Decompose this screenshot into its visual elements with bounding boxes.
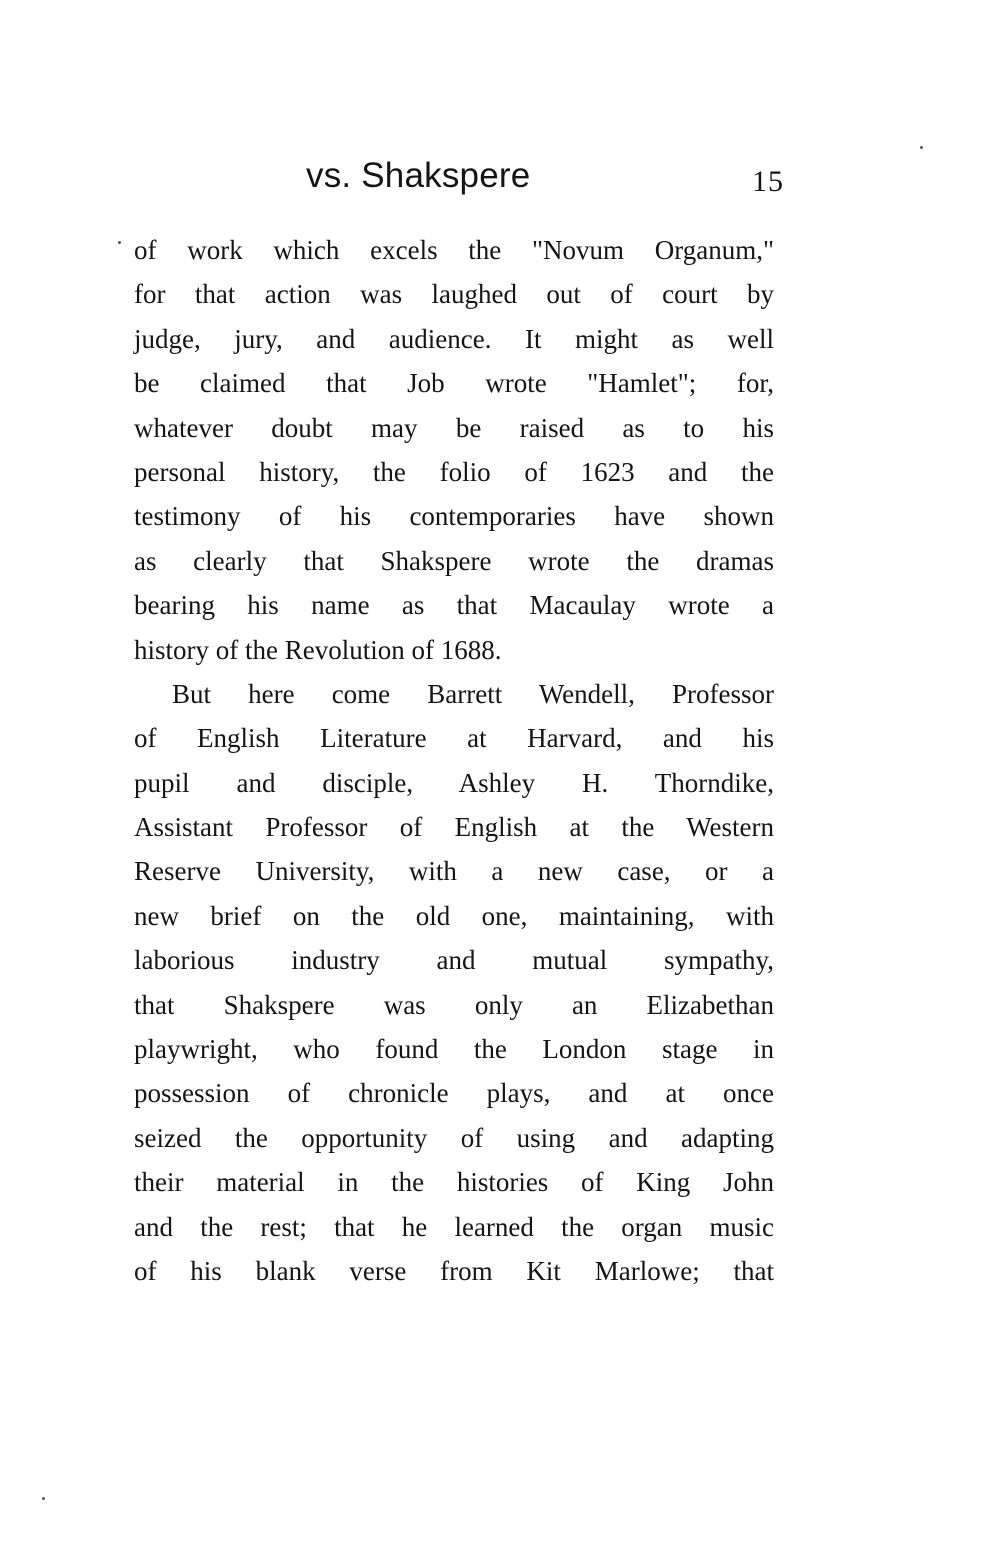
text-line: as clearly that Shakspere wrote the dramas: [134, 545, 774, 576]
text-line: Reserve University, with a new case, or a: [134, 856, 774, 887]
text-line: their material in the histories of King John: [134, 1167, 774, 1198]
scan-speck: [118, 241, 121, 244]
text-line: of English Literature at Harvard, and his: [134, 723, 774, 754]
text-line: history of the Revolution of 1688.: [134, 634, 502, 665]
text-line: of work which excels the "Novum Organum,": [134, 235, 774, 265]
page-number: 15: [752, 165, 784, 198]
text-line: new brief on the old one, maintaining, with: [134, 900, 774, 931]
text-line: Assistant Professor of English at the Western: [134, 812, 774, 843]
text-line: bearing his name as that Macaulay wrote a: [134, 590, 774, 621]
text-line: of his blank verse from Kit Marlowe; that: [134, 1255, 774, 1286]
running-head: [0, 151, 1005, 201]
text-line: and the rest; that he learned the organ music: [134, 1211, 774, 1242]
text-line: personal history, the folio of 1623 and the: [134, 456, 774, 487]
body-text: [134, 228, 774, 1293]
text-line: But here come Barrett Wendell, Professor: [172, 678, 774, 709]
scan-speck: [42, 1497, 45, 1500]
text-line: possession of chronicle plays, and at once: [134, 1078, 774, 1109]
paragraph-2: [134, 672, 774, 1293]
text-line: whatever doubt may be raised as to his: [134, 412, 774, 443]
paragraph-1: [134, 228, 774, 672]
text-line: playwright, who found the London stage in: [134, 1034, 774, 1065]
text-line: be claimed that Job wrote "Hamlet"; for,: [134, 368, 774, 399]
text-line: testimony of his contemporaries have shown: [134, 501, 774, 532]
text-line: judge, jury, and audience. It might as well: [134, 323, 774, 354]
text-line: pupil and disciple, Ashley H. Thorndike,: [134, 767, 774, 798]
scan-speck: [920, 146, 923, 149]
text-line: laborious industry and mutual sympathy,: [134, 945, 774, 976]
running-title: vs. Shakspere: [306, 156, 531, 195]
text-line: seized the opportunity of using and adapting: [134, 1122, 774, 1153]
text-line: for that action was laughed out of court by: [134, 279, 774, 310]
text-line: that Shakspere was only an Elizabethan: [134, 989, 774, 1020]
